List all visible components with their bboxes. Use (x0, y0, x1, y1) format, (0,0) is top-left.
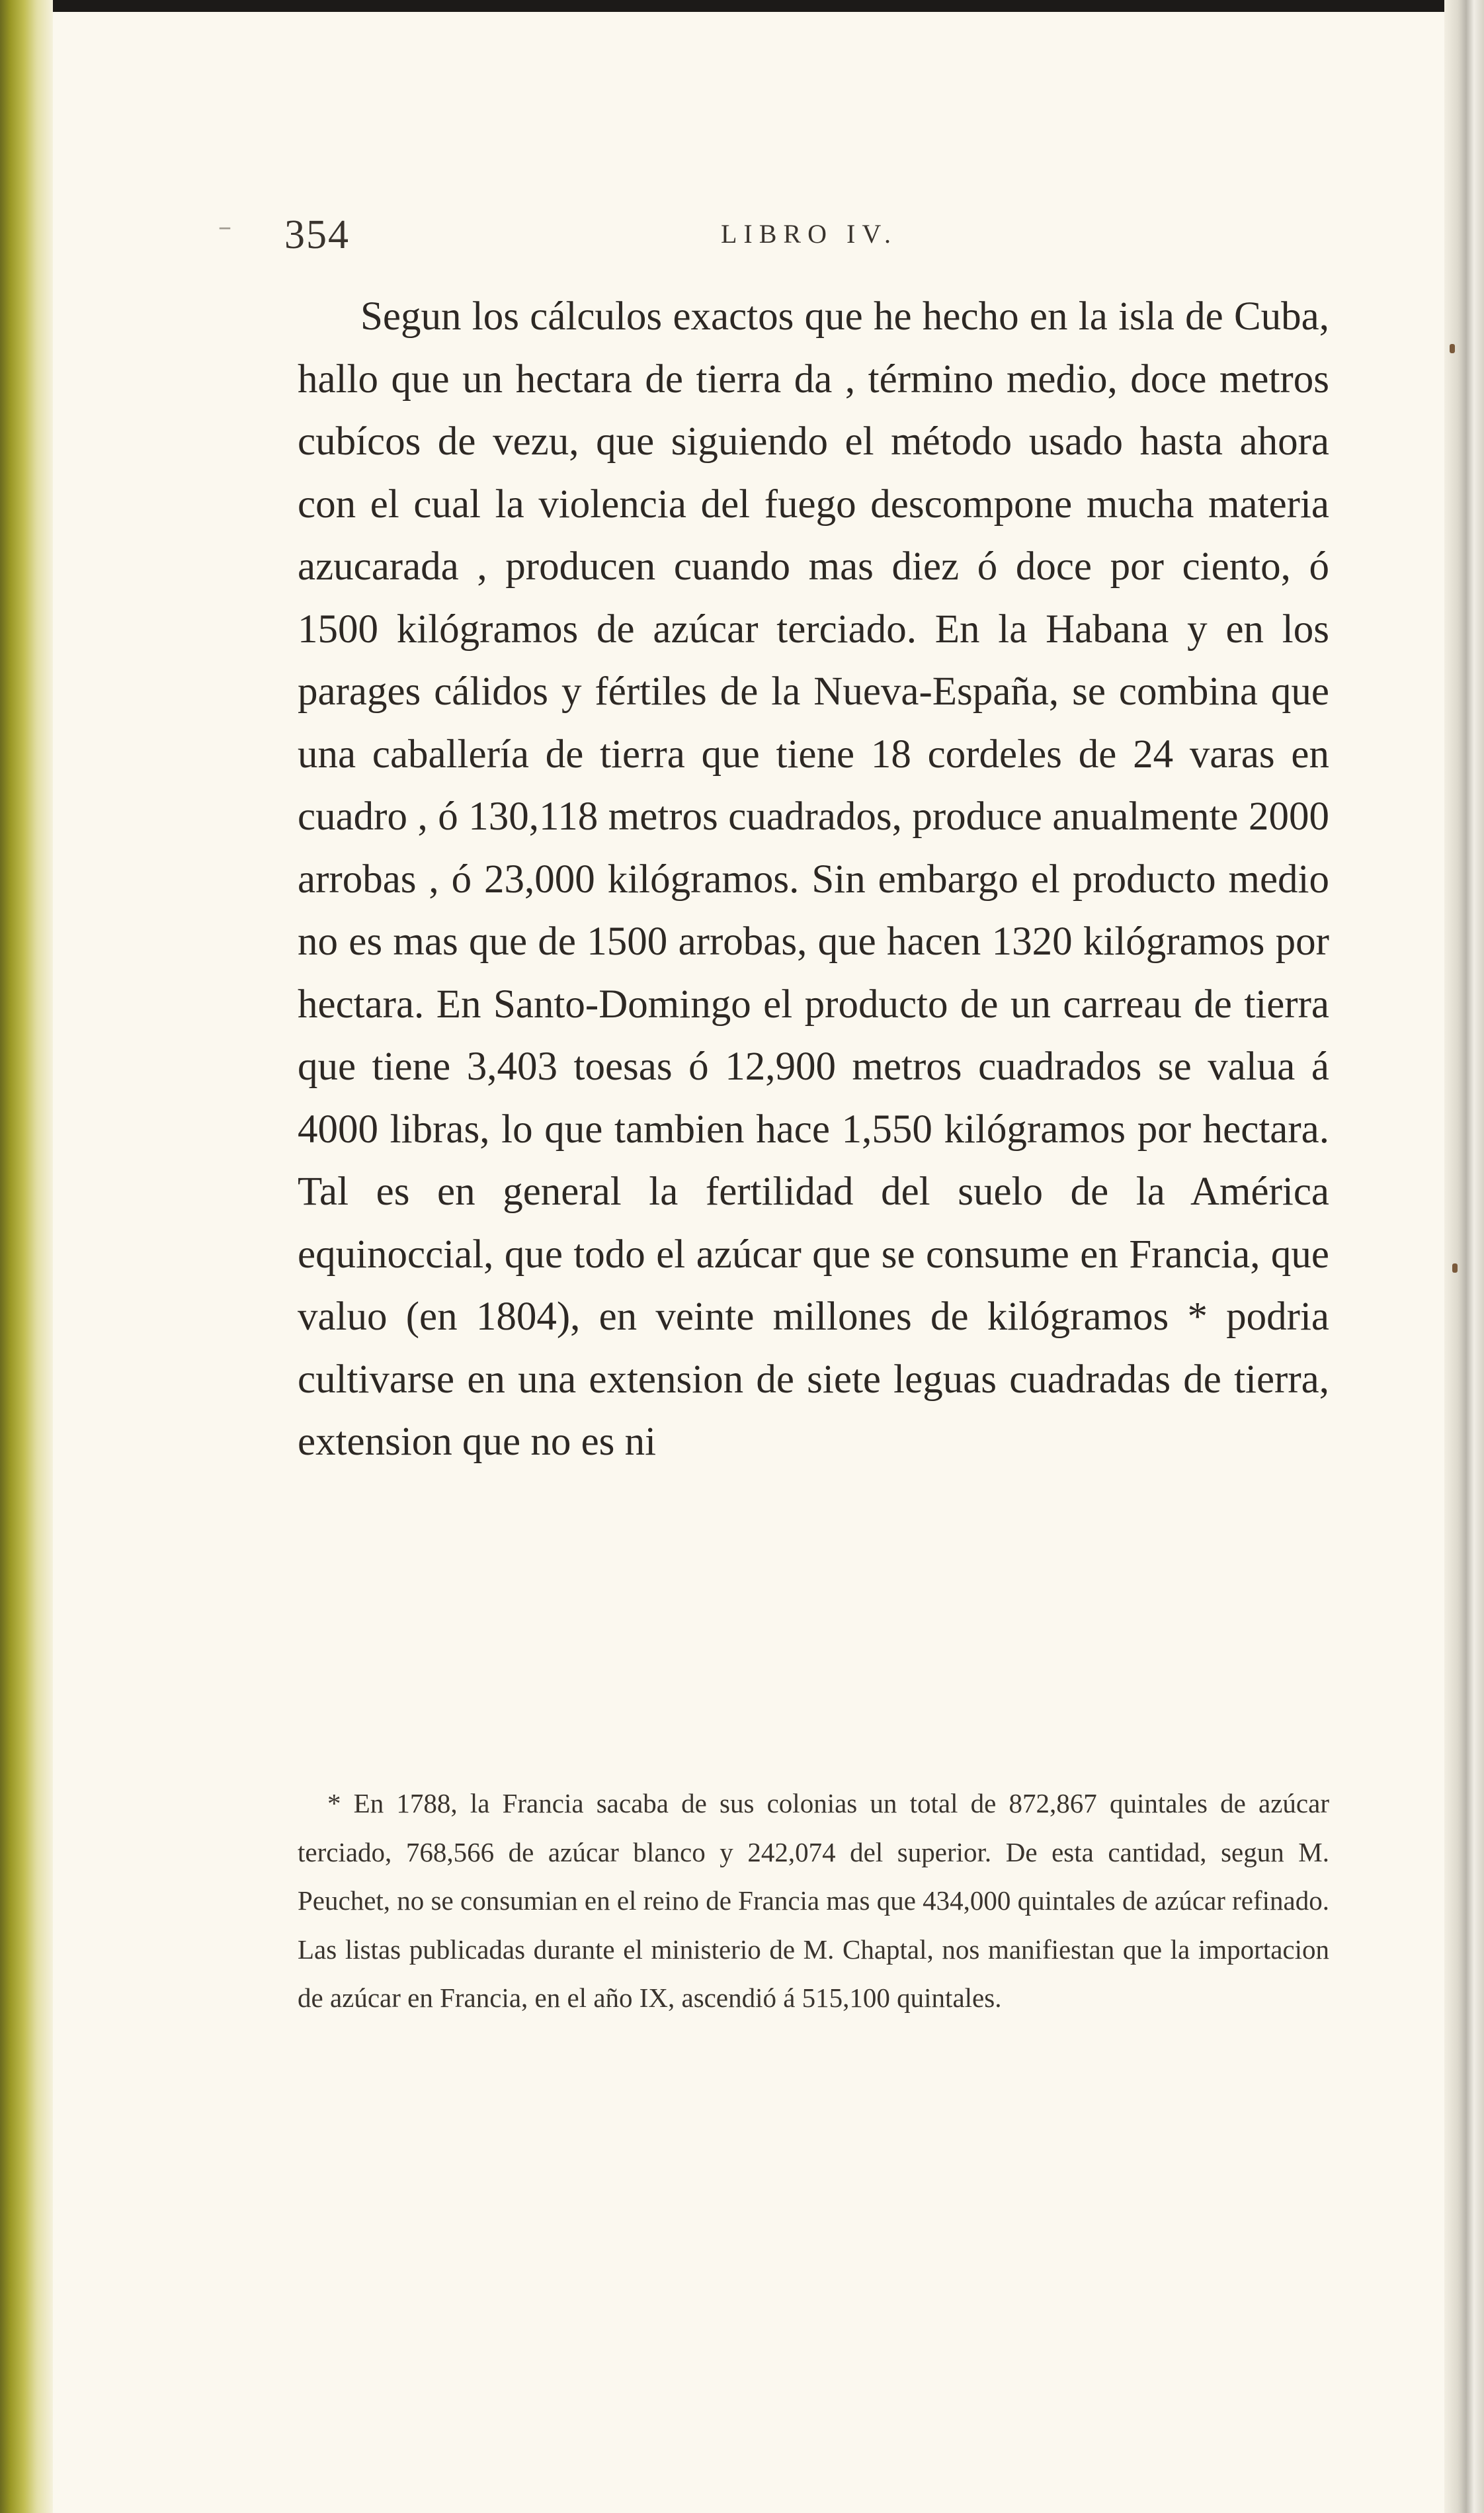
margin-mark (1452, 1263, 1458, 1273)
body-paragraph: Segun los cálculos exactos que he hecho en la isla de Cuba, hallo que un hectara de tierra da , término medio, doce metros cubícos de vezu, que siguiendo el método usado hasta ahora con el cual la violencia del fuego descompone mucha materia azucarada , producen cuando mas diez ó doce por ciento, ó 1500 kilógramos de azúcar terciado. En la Habana y en los parages cálidos y fértiles de la Nueva-España, se combina que una caballería de tierra que tiene 18 cordeles de 24 varas en cuadro , ó 130,118 metros cuadrados, produce anualmente 2000 arrobas , ó 23,000 kilógramos. Sin embargo el producto medio no es mas que de 1500 arrobas, que hacen 1320 kilógramos por hectara. En Santo-Domingo el producto de un carreau de tierra que tiene 3,403 toesas ó 12,900 metros cuadrados se valua á 4000 libras, lo que tambien hace 1,550 kilógramos por hectara. Tal es en general la fertilidad del suelo de la América equinoccial, que todo el azúcar que se consume en Francia, que valuo (en 1804), en veinte millones de kilógramos * podria cultivarse en una extension de siete leguas cuadradas de tierra, extension que no es ni (298, 294, 1329, 1464)
footnote (298, 1779, 1329, 2023)
scan-top-edge (0, 0, 1484, 12)
running-title: LIBRO IV. (721, 219, 898, 249)
page-number: 354 (284, 212, 350, 257)
margin-dash: – (218, 212, 231, 242)
running-head (218, 212, 1323, 258)
book-edge-right (1444, 0, 1484, 2513)
margin-mark (1450, 344, 1455, 353)
book-binding-left (0, 0, 53, 2513)
footnote-text: * En 1788, la Francia sacaba de sus colonias un total de 872,867 quintales de azúcar terciado, 768,566 de azúcar blanco y 242,074 del superior. De esta cantidad, segun M. Peuchet, no se consumian en el reino de Francia mas que 434,000 quintales de azúcar refinado. Las listas publicadas durante el ministerio de M. Chaptal, nos manifiestan que la importacion de azúcar en Francia, en el año IX, ascendió á 515,100 quintales. (298, 1788, 1329, 2013)
main-text (298, 286, 1329, 1474)
